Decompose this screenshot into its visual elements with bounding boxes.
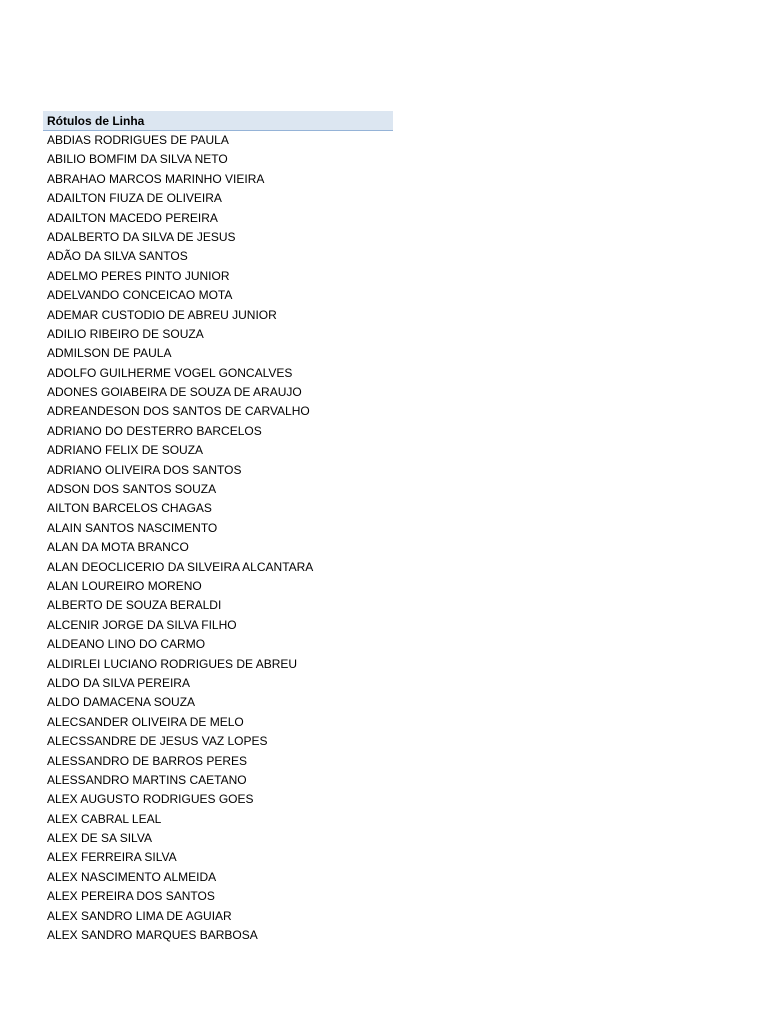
pivot-row[interactable]: ADAILTON MACEDO PEREIRA — [47, 210, 218, 225]
pivot-row[interactable]: ADILIO RIBEIRO DE SOUZA — [47, 326, 204, 341]
pivot-row[interactable]: ADRIANO FELIX DE SOUZA — [47, 443, 204, 458]
pivot-row-list — [43, 131, 393, 945]
pivot-row[interactable]: ALDO DA SILVA PEREIRA — [47, 675, 190, 690]
pivot-row[interactable]: ALBERTO DE SOUZA BERALDI — [47, 598, 222, 613]
pivot-row[interactable]: ALAN DA MOTA BRANCO — [47, 540, 189, 555]
pivot-row[interactable]: ALECSSANDRE DE JESUS VAZ LOPES — [47, 734, 268, 749]
pivot-row[interactable]: ALAN LOUREIRO MORENO — [47, 578, 202, 593]
pivot-row[interactable]: ADÃO DA SILVA SANTOS — [47, 249, 188, 264]
pivot-row[interactable]: ALCENIR JORGE DA SILVA FILHO — [47, 617, 237, 632]
pivot-row[interactable]: ALEX NASCIMENTO ALMEIDA — [47, 869, 217, 884]
pivot-row[interactable]: ABRAHAO MARCOS MARINHO VIEIRA — [47, 171, 265, 186]
pivot-row[interactable]: ALEX SANDRO MARQUES BARBOSA — [47, 928, 258, 943]
pivot-row[interactable]: ALECSANDER OLIVEIRA DE MELO — [47, 714, 244, 729]
pivot-row[interactable]: ADELMO PERES PINTO JUNIOR — [47, 268, 230, 283]
pivot-row[interactable]: ALEX AUGUSTO RODRIGUES GOES — [47, 792, 254, 807]
pivot-row-labels-header[interactable]: Rótulos de Linha — [43, 111, 393, 131]
pivot-row[interactable]: ADAILTON FIUZA DE OLIVEIRA — [47, 191, 222, 206]
pivot-row[interactable]: ALEX SANDRO LIMA DE AGUIAR — [47, 908, 232, 923]
pivot-row[interactable]: ALEX DE SA SILVA — [47, 831, 152, 846]
pivot-row[interactable]: ALEX CABRAL LEAL — [47, 811, 162, 826]
pivot-row[interactable]: ALDO DAMACENA SOUZA — [47, 695, 196, 710]
pivot-row[interactable]: ALDIRLEI LUCIANO RODRIGUES DE ABREU — [47, 656, 298, 671]
pivot-row[interactable]: ALEX FERREIRA SILVA — [47, 850, 177, 865]
pivot-row[interactable]: ADMILSON DE PAULA — [47, 346, 172, 361]
pivot-row[interactable]: ALAIN SANTOS NASCIMENTO — [47, 520, 218, 535]
pivot-table — [43, 111, 393, 945]
pivot-row[interactable]: ABDIAS RODRIGUES DE PAULA — [47, 133, 229, 147]
pivot-row[interactable]: ADREANDESON DOS SANTOS DE CARVALHO — [47, 404, 310, 419]
pivot-row[interactable]: ALDEANO LINO DO CARMO — [47, 637, 206, 652]
pivot-row[interactable]: ADRIANO DO DESTERRO BARCELOS — [47, 423, 262, 438]
pivot-row[interactable]: ADALBERTO DA SILVA DE JESUS — [47, 229, 236, 244]
pivot-row[interactable]: ADSON DOS SANTOS SOUZA — [47, 482, 217, 497]
pivot-row[interactable]: ALESSANDRO DE BARROS PERES — [47, 753, 248, 768]
pivot-row[interactable]: ADELVANDO CONCEICAO MOTA — [47, 288, 233, 303]
pivot-row[interactable]: ALESSANDRO MARTINS CAETANO — [47, 772, 247, 787]
pivot-row[interactable]: ADOLFO GUILHERME VOGEL GONCALVES — [47, 365, 293, 380]
pivot-row[interactable]: ALAN DEOCLICERIO DA SILVEIRA ALCANTARA — [47, 559, 314, 574]
pivot-row[interactable]: AILTON BARCELOS CHAGAS — [47, 501, 212, 516]
pivot-row[interactable]: ADRIANO OLIVEIRA DOS SANTOS — [47, 462, 242, 477]
pivot-row[interactable]: ADEMAR CUSTODIO DE ABREU JUNIOR — [47, 307, 277, 322]
pivot-row[interactable]: ALEX PEREIRA DOS SANTOS — [47, 889, 215, 904]
pivot-row[interactable]: ADONES GOIABEIRA DE SOUZA DE ARAUJO — [47, 385, 302, 400]
pivot-row[interactable]: ABILIO BOMFIM DA SILVA NETO — [47, 152, 228, 167]
